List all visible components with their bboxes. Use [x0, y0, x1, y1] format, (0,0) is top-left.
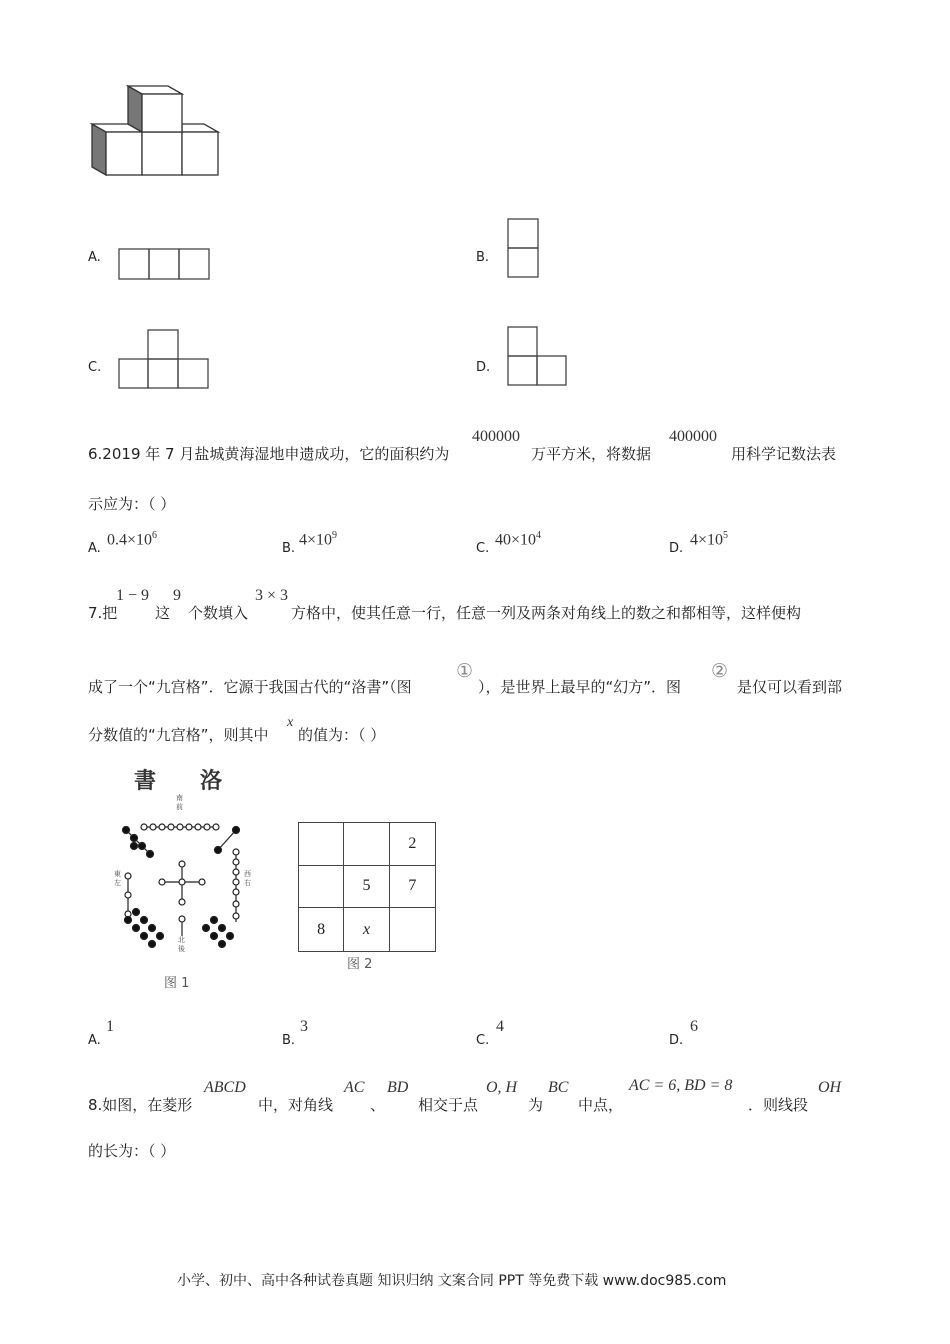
luoshu-dots-diagram [100, 764, 270, 974]
q8-text-part1: 8.如图，在菱形 [88, 1096, 193, 1114]
q7-circled-1: ① [456, 661, 474, 682]
luoshu-title-char1: 書 [134, 768, 157, 794]
grid-cell [344, 823, 389, 866]
luoshu-title-char2: 洛 [200, 768, 223, 794]
q8-text-part5: 中点， [578, 1096, 624, 1114]
q7-option-d-value: 6 [690, 1018, 698, 1035]
cube-stack-figure [88, 82, 222, 178]
q6-number-1: 400000 [472, 428, 520, 445]
luoshu-label-west: 西右 [244, 870, 251, 887]
luoshu-figure [100, 764, 270, 990]
q8-separator: 、 [370, 1096, 386, 1114]
q7-text-line2b: ），是世界上最早的“幻方”．图 [478, 678, 682, 696]
grid-cell: 7 [390, 866, 435, 909]
q7-option-b-letter: B. [282, 1033, 296, 1048]
q5-option-c-figure [118, 328, 210, 390]
q7-text-part2: 这 [155, 604, 171, 622]
q6-option-c-value: $40\times 10^4$ [495, 530, 542, 549]
q8-math-oh: OH [818, 1079, 842, 1096]
grid-cell: 5 [344, 866, 389, 909]
grid-cell [299, 866, 344, 909]
q5-option-b-letter: B. [476, 250, 490, 265]
q8-math-ac: AC [344, 1079, 365, 1096]
q8-text-part6: ．则线段 [748, 1096, 809, 1114]
q7-text-line2a: 成了一个“九宫格”．它源于我国古代的“洛書”（图 [88, 678, 412, 696]
q6-text-part3: 用科学记数法表 [731, 445, 837, 463]
q7-math-grid: 3 × 3 [255, 587, 289, 604]
grid-cell: x [344, 908, 389, 951]
q8-math-oh-points: O, H [486, 1079, 518, 1096]
q8-math-bc: BC [548, 1079, 569, 1096]
q7-option-c-value: 4 [496, 1018, 504, 1035]
grid-caption: 图 2 [347, 957, 373, 972]
q7-math-range: 1 − 9 [116, 587, 150, 604]
q6-option-c-letter: C. [476, 541, 490, 556]
magic-square-grid [298, 822, 436, 952]
q6-option-a-letter: A. [88, 541, 101, 556]
q8-text-part4: 为 [528, 1096, 544, 1114]
grid-cell: 8 [299, 908, 344, 951]
q5-option-c-letter: C. [88, 360, 102, 375]
q8-math-bd: BD [387, 1079, 409, 1096]
page-footer: 小学、初中、高中各种试卷真题 知识归纳 文案合同 PPT 等免费下载 www.doc985.com [177, 1273, 727, 1289]
q8-text-line2: 的长为：（ ） [88, 1142, 176, 1160]
q5-option-a-figure [118, 248, 210, 280]
q5-option-d-figure [507, 325, 569, 387]
q5-option-d-letter: D. [476, 360, 491, 375]
q8-text-part2: 中，对角线 [258, 1096, 334, 1114]
q7-text-part3: 个数填入 [188, 604, 249, 622]
q6-text-line2: 示应为：（ ） [88, 495, 176, 513]
q6-text-part1: 6.2019 年 7 月盐城黄海湿地申遗成功，它的面积约为 [88, 445, 450, 463]
q6-option-d-value: $4\times 10^5$ [690, 530, 729, 549]
q7-option-c-letter: C. [476, 1033, 490, 1048]
q6-option-b-value: $4\times 10^9$ [299, 530, 338, 549]
grid-cell [299, 823, 344, 866]
luoshu-label-south: 南前 [176, 794, 183, 811]
q7-option-a-value: 1 [106, 1018, 114, 1035]
grid-cell [390, 908, 435, 951]
q7-text-part1: 7.把 [88, 604, 118, 622]
q8-text-part3: 相交于点 [418, 1096, 479, 1114]
q6-text-part2: 万平方米，将数据 [531, 445, 652, 463]
q7-variable-x: x [287, 715, 294, 730]
q7-circled-2: ② [711, 661, 729, 682]
q7-option-b-value: 3 [300, 1018, 308, 1035]
q7-text-part4: 方格中，使其任意一行，任意一列及两条对角线上的数之和都相等，这样便构 [291, 604, 802, 622]
q7-option-a-letter: A. [88, 1033, 101, 1048]
q7-math-count: 9 [173, 587, 181, 604]
q7-text-line3b: 的值为：（ ） [298, 726, 386, 744]
grid-cell: 2 [390, 823, 435, 866]
q8-math-rhombus: ABCD [204, 1079, 246, 1096]
q7-text-line3a: 分数值的“九宫格”，则其中 [88, 726, 269, 744]
q5-option-b-figure [507, 218, 539, 278]
q6-number-2: 400000 [669, 428, 717, 445]
luoshu-label-east: 東左 [114, 870, 121, 887]
luoshu-label-north: 北後 [178, 936, 185, 953]
q5-option-a-letter: A. [88, 250, 101, 265]
q7-text-line2c: 是仅可以看到部 [737, 678, 843, 696]
q6-option-a-value: $0.4\times 10^6$ [107, 530, 158, 549]
q7-option-d-letter: D. [669, 1033, 684, 1048]
q8-math-lengths: AC = 6, BD = 8 [629, 1077, 733, 1094]
luoshu-caption: 图 1 [164, 976, 190, 991]
q6-option-b-letter: B. [282, 541, 296, 556]
q6-option-d-letter: D. [669, 541, 684, 556]
